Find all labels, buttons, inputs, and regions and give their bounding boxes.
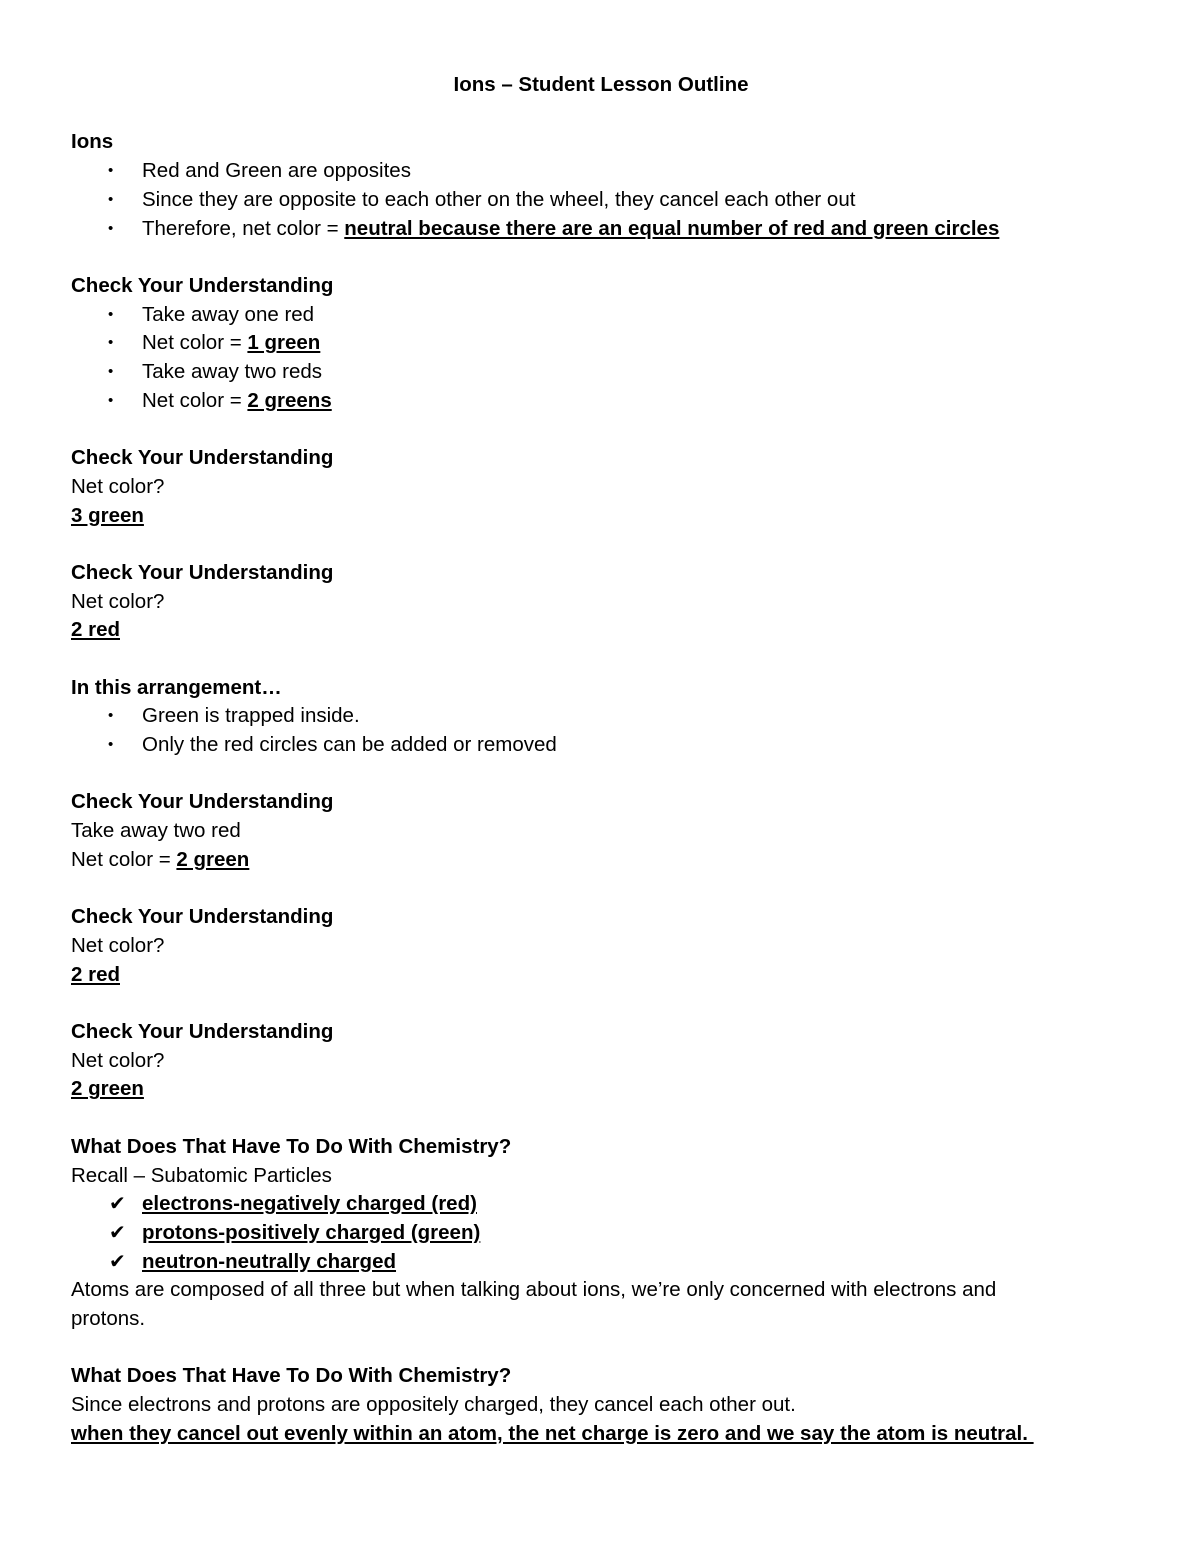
page-title: Ions – Student Lesson Outline [453,73,749,96]
answer-text: protons-positively charged (green) [142,1220,481,1244]
section-heading: In this arrangement… [71,675,282,699]
list-item [71,157,1131,186]
answer-text: 2 red [71,618,120,642]
check-mark-icon: ✔ [109,1193,126,1216]
bullet-text: Green is trapped inside. [142,704,360,728]
bullet-list [71,702,1131,759]
section-heading: What Does That Have To Do With Chemistry? [71,1134,512,1158]
section-chemistry-1 [71,1133,1131,1334]
list-item [71,1190,1131,1219]
list-item [71,358,1131,387]
section-heading: Check Your Understanding [71,560,334,584]
section-heading: Check Your Understanding [71,790,334,814]
answer-text: 2 red [71,962,120,986]
answer-text: 2 green [176,847,250,871]
list-item [71,731,1131,760]
recall-text: Recall – Subatomic Particles [71,1163,332,1187]
section-heading: What Does That Have To Do With Chemistry? [71,1364,512,1388]
bullet-list [71,301,1131,416]
section-heading: Check Your Understanding [71,273,334,297]
document-page [71,71,1131,1477]
section-chemistry-2 [71,1362,1131,1448]
section-ions [71,128,1131,243]
bullet-text: Take away one red [142,302,315,326]
instruction-text: Take away two red [71,819,241,843]
section-check-understanding-3 [71,559,1131,645]
answer-text: electrons-negatively charged (red) [142,1192,477,1216]
checklist [71,1190,1131,1276]
bullet-text: Therefore, net color = [142,216,345,240]
answer-text: 1 green [247,331,321,355]
section-heading: Check Your Understanding [71,1020,334,1044]
section-heading: Check Your Understanding [71,446,334,470]
question-text: Net color? [71,933,165,957]
answer-text: when they cancel out evenly within an atom, the net charge is zero and we say the atom is neutral. [71,1421,1034,1445]
section-arrangement [71,674,1131,760]
answer-text: 2 green [71,1077,144,1101]
paragraph-text: Since electrons and protons are oppositely charged, they cancel each other out. [71,1393,796,1417]
net-color-label: Net color = [71,847,177,871]
list-item [71,329,1131,358]
bullet-text: Net color = [142,388,248,412]
section-check-understanding-4 [71,788,1131,874]
list-item [71,186,1131,215]
list-item [71,387,1131,416]
section-heading: Check Your Understanding [71,905,334,929]
answer-text: 2 greens [247,388,332,412]
section-check-understanding-5 [71,903,1131,989]
question-text: Net color? [71,589,165,613]
bullet-text: Since they are opposite to each other on the wheel, they cancel each other out [142,187,856,211]
answer-text: 3 green [71,503,144,527]
list-item [71,702,1131,731]
section-check-understanding-2 [71,444,1131,530]
bullet-text: Take away two reds [142,360,323,383]
section-check-understanding-6 [71,1018,1131,1104]
list-item [71,1248,1131,1277]
list-item [71,1219,1131,1248]
bullet-text: Only the red circles can be added or removed [142,733,557,757]
answer-text: neutral because there are an equal number of red and green circles [344,216,1000,240]
check-mark-icon: ✔ [109,1250,126,1273]
answer-text: neutron-neutrally charged [142,1249,397,1273]
list-item [71,301,1131,330]
question-text: Net color? [71,1048,165,1072]
paragraph-text: Atoms are composed of all three but when talking about ions, we’re only concerned with electrons and protons. [71,1278,997,1331]
question-text: Net color? [71,474,165,498]
list-item [71,215,1131,244]
section-check-understanding-1 [71,272,1131,416]
section-heading: Ions [71,130,114,154]
check-mark-icon: ✔ [109,1221,126,1244]
bullet-text: Net color = [142,331,248,355]
bullet-list [71,157,1131,243]
bullet-text: Red and Green are opposites [142,159,411,183]
